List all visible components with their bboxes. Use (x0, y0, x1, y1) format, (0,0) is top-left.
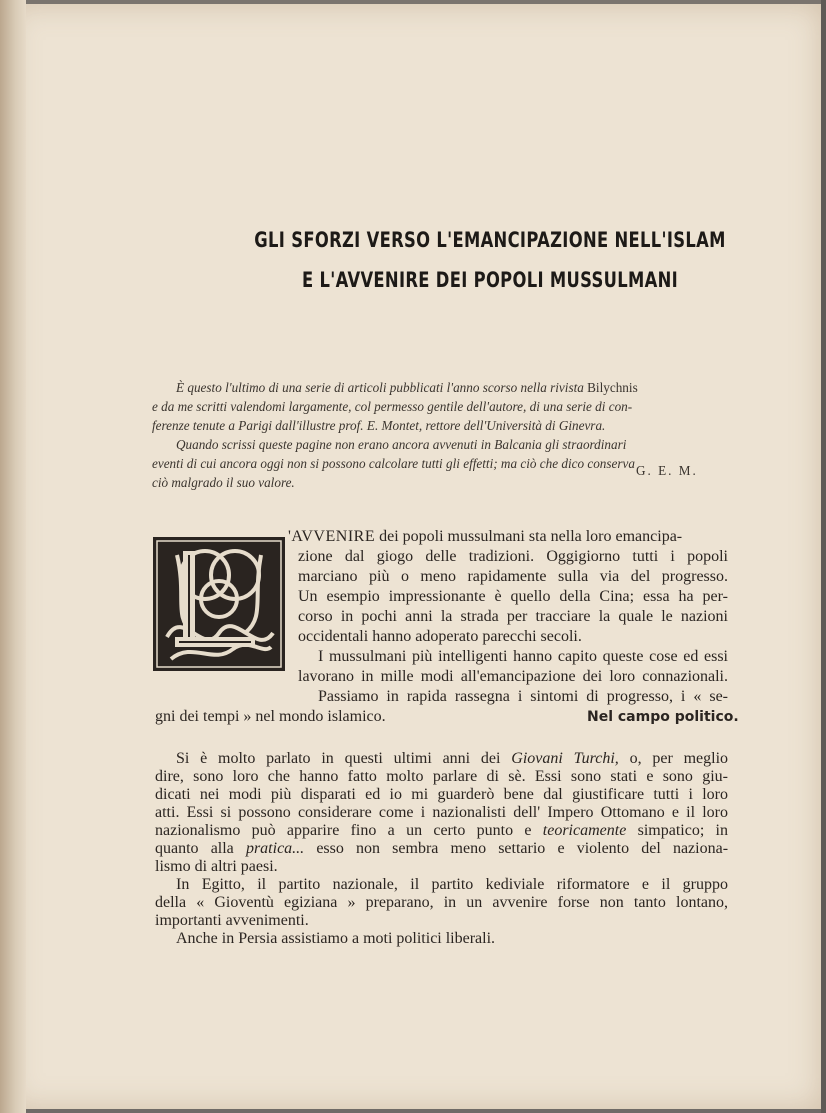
opening-line-8: lavorano in mille modi all'emancipazione dei loro connazionali. (298, 668, 728, 685)
note-line-2: e da me scritti valendomi largamente, col permesso gentile dell'autore, di una serie di con- (152, 399, 633, 414)
opening-line-6: occidentali hanno adoperato parecchi secoli. (298, 628, 582, 645)
opening-line-4: Un esempio impressionante è quello della Cina; essa ha per- (298, 588, 728, 605)
opening-line-2: zione dal giogo delle tradizioni. Oggigiorno tutti i popoli (298, 548, 728, 565)
opening-line-10: gni dei tempi » nel mondo islamico. (155, 708, 386, 725)
politics-line-4: atti. Essi si possono considerare come i nazionalisti dell' Impero Ottomano e il loro (155, 804, 728, 821)
egypt-line-1: In Egitto, il partito nazionale, il partito kediviale riformatore e il gruppo (176, 876, 728, 893)
note-line-3: ferenze tenute a Parigi dall'illustre prof. E. Montet, rettore dell'Università di Ginevra. (152, 418, 606, 433)
politics-line-2: dire, sono loro che hanno fatto molto parlare di sè. Essi sono stati e sono giu- (155, 768, 728, 785)
opening-line-1: 'AVVENIRE dei popoli mussulmani sta nella loro emancipa- (288, 528, 683, 545)
opening-line-7: I mussulmani più intelligenti hanno capito queste cose ed essi (318, 648, 728, 665)
author-signature: G. E. M. (636, 463, 698, 478)
opening-line-9: Passiamo in rapida rassegna i sintomi di progresso, i « se- (318, 688, 728, 705)
opening-first-word: 'AVVENIRE (288, 528, 376, 545)
politics-line-6: quanto alla pratica... esso non sembra meno settario e violento del naziona- (155, 840, 729, 857)
note-line-6: ciò malgrado il suo valore. (152, 475, 295, 490)
egypt-line-3: importanti avvenimenti. (155, 912, 309, 929)
book-spine-edge (0, 0, 26, 1113)
journal-name: Bilychnis (587, 380, 638, 395)
politics-line-1: Si è molto parlato in questi ultimi anni dei Giovani Turchi, o, per meglio (176, 750, 729, 767)
egypt-line-2: della « Gioventù egiziana » preparano, in un avvenire forse non tanto lontano, (155, 894, 728, 911)
section-heading: Nel campo politico. (587, 709, 739, 725)
ornamental-initial-L-icon (153, 537, 285, 671)
page-right-edge (821, 0, 826, 1113)
opening-line-3: marciano più o meno rapidamente sulla via del progresso. (298, 568, 728, 585)
article-title-line-2: E L'AVVENIRE DEI POPOLI MUSSULMANI (301, 268, 679, 292)
politics-line-3: dicati nei modi più disparati ed io mi guarderò bene dal giustificare tutti i loro (155, 786, 728, 803)
opening-line-5: corso in pochi anni la strada per tracciare la quale le nazioni (298, 608, 728, 625)
article-title-line-1: GLI SFORZI VERSO L'EMANCIPAZIONE NELL'ISLAM (254, 228, 726, 252)
politics-line-5: nazionalismo può apparire fino a un certo punto e teoricamente simpatico; in (155, 822, 729, 839)
note-line-4: Quando scrissi queste pagine non erano ancora avvenuti in Balcania gli straordinari (176, 437, 627, 452)
note-line-5: eventi di cui ancora oggi non si possono calcolare tutti gli effetti; ma ciò che dico conserva (152, 456, 635, 471)
politics-line-7: lismo di altri paesi. (155, 858, 278, 875)
note-line-1: È questo l'ultimo di una serie di articoli pubblicati l'anno scorso nella rivista Bilychnis (176, 380, 638, 395)
persia-line: Anche in Persia assistiamo a moti politici liberali. (176, 930, 496, 947)
